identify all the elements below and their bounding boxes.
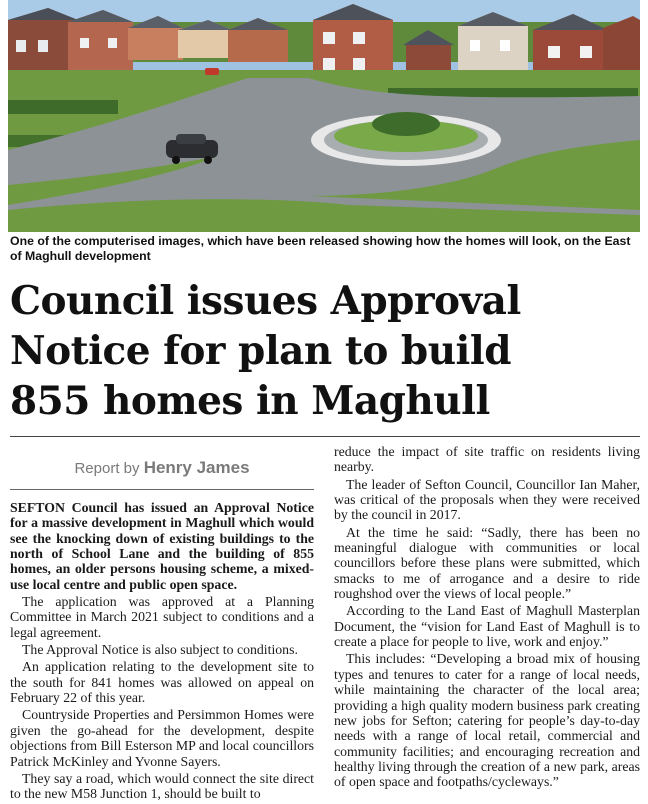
article-column-left [10, 500, 314, 804]
photo-caption: One of the computerised images, which have been released showing how the homes will look, on the East of Maghull development [10, 234, 631, 263]
article-lead: SEFTON Council has issued an Approval Notice for a massive development in Maghull which would see the knocking down of existing buildings to the north of School Lane and the building of 855 homes, an older persons housing scheme, a mixed-use local centre and public open space. [10, 500, 314, 592]
headline-divider [10, 436, 640, 437]
article-paragraph: The Approval Notice is also subject to conditions. [22, 642, 298, 658]
article-column-right [334, 444, 640, 792]
headline-line-3: 855 homes in Maghull [10, 378, 490, 424]
article-paragraph: Countryside Properties and Persimmon Homes were given the go-ahead for the development, despite objections from Bill Esterson MP and local councillors Patrick McKinley and Yvonne Sayers. [10, 707, 314, 769]
article-paragraph: They say a road, which would connect the site direct to the new M58 Junction 1, should be built to [10, 770, 314, 802]
article-paragraph: An application relating to the development site to the south for 841 homes was allowed on appeal on February 22 of this year. [10, 659, 314, 706]
article-paragraph: This includes: “Developing a broad mix of housing types and tenures to cater for a range of local needs, while maintaining the character of the local area; providing a high quality modern business park creating new jobs for Sefton; catering for people’s day-to-day needs with a range of local retail, commercial and community facilities; and encouraging recreation and healthy living through the creation of a new park, areas of open space and footpaths/cycleways.” [334, 651, 640, 790]
headline-line-2: Notice for plan to build [10, 328, 511, 374]
development-render-image [8, 0, 640, 232]
headline-line-1: Council issues Approval [10, 278, 521, 324]
byline [10, 458, 314, 478]
byline-divider [10, 489, 314, 490]
article-paragraph: reduce the impact of site traffic on residents living nearby. [334, 444, 640, 475]
article-paragraph: The leader of Sefton Council, Councillor Ian Maher, was critical of the proposals when they were received by the council in 2017. [334, 476, 640, 523]
article-paragraph: The application was approved at a Planning Committee in March 2021 subject to conditions and a legal agreement. [10, 594, 314, 640]
byline-author: Henry James [143, 458, 250, 477]
headline [10, 276, 642, 426]
article-paragraph: According to the Land East of Maghull Masterplan Document, the “vision for Land East of Maghull is to create a place for people to live, work and enjoy.” [334, 603, 640, 650]
byline-prefix: Report by [74, 460, 140, 477]
article-paragraph: At the time he said: “Sadly, there has been no meaningful dialogue with communities or local councillors before these plans were submitted, which smacks to me of arrogance and a desire to ride roughshod over the views of local people.” [334, 524, 640, 602]
